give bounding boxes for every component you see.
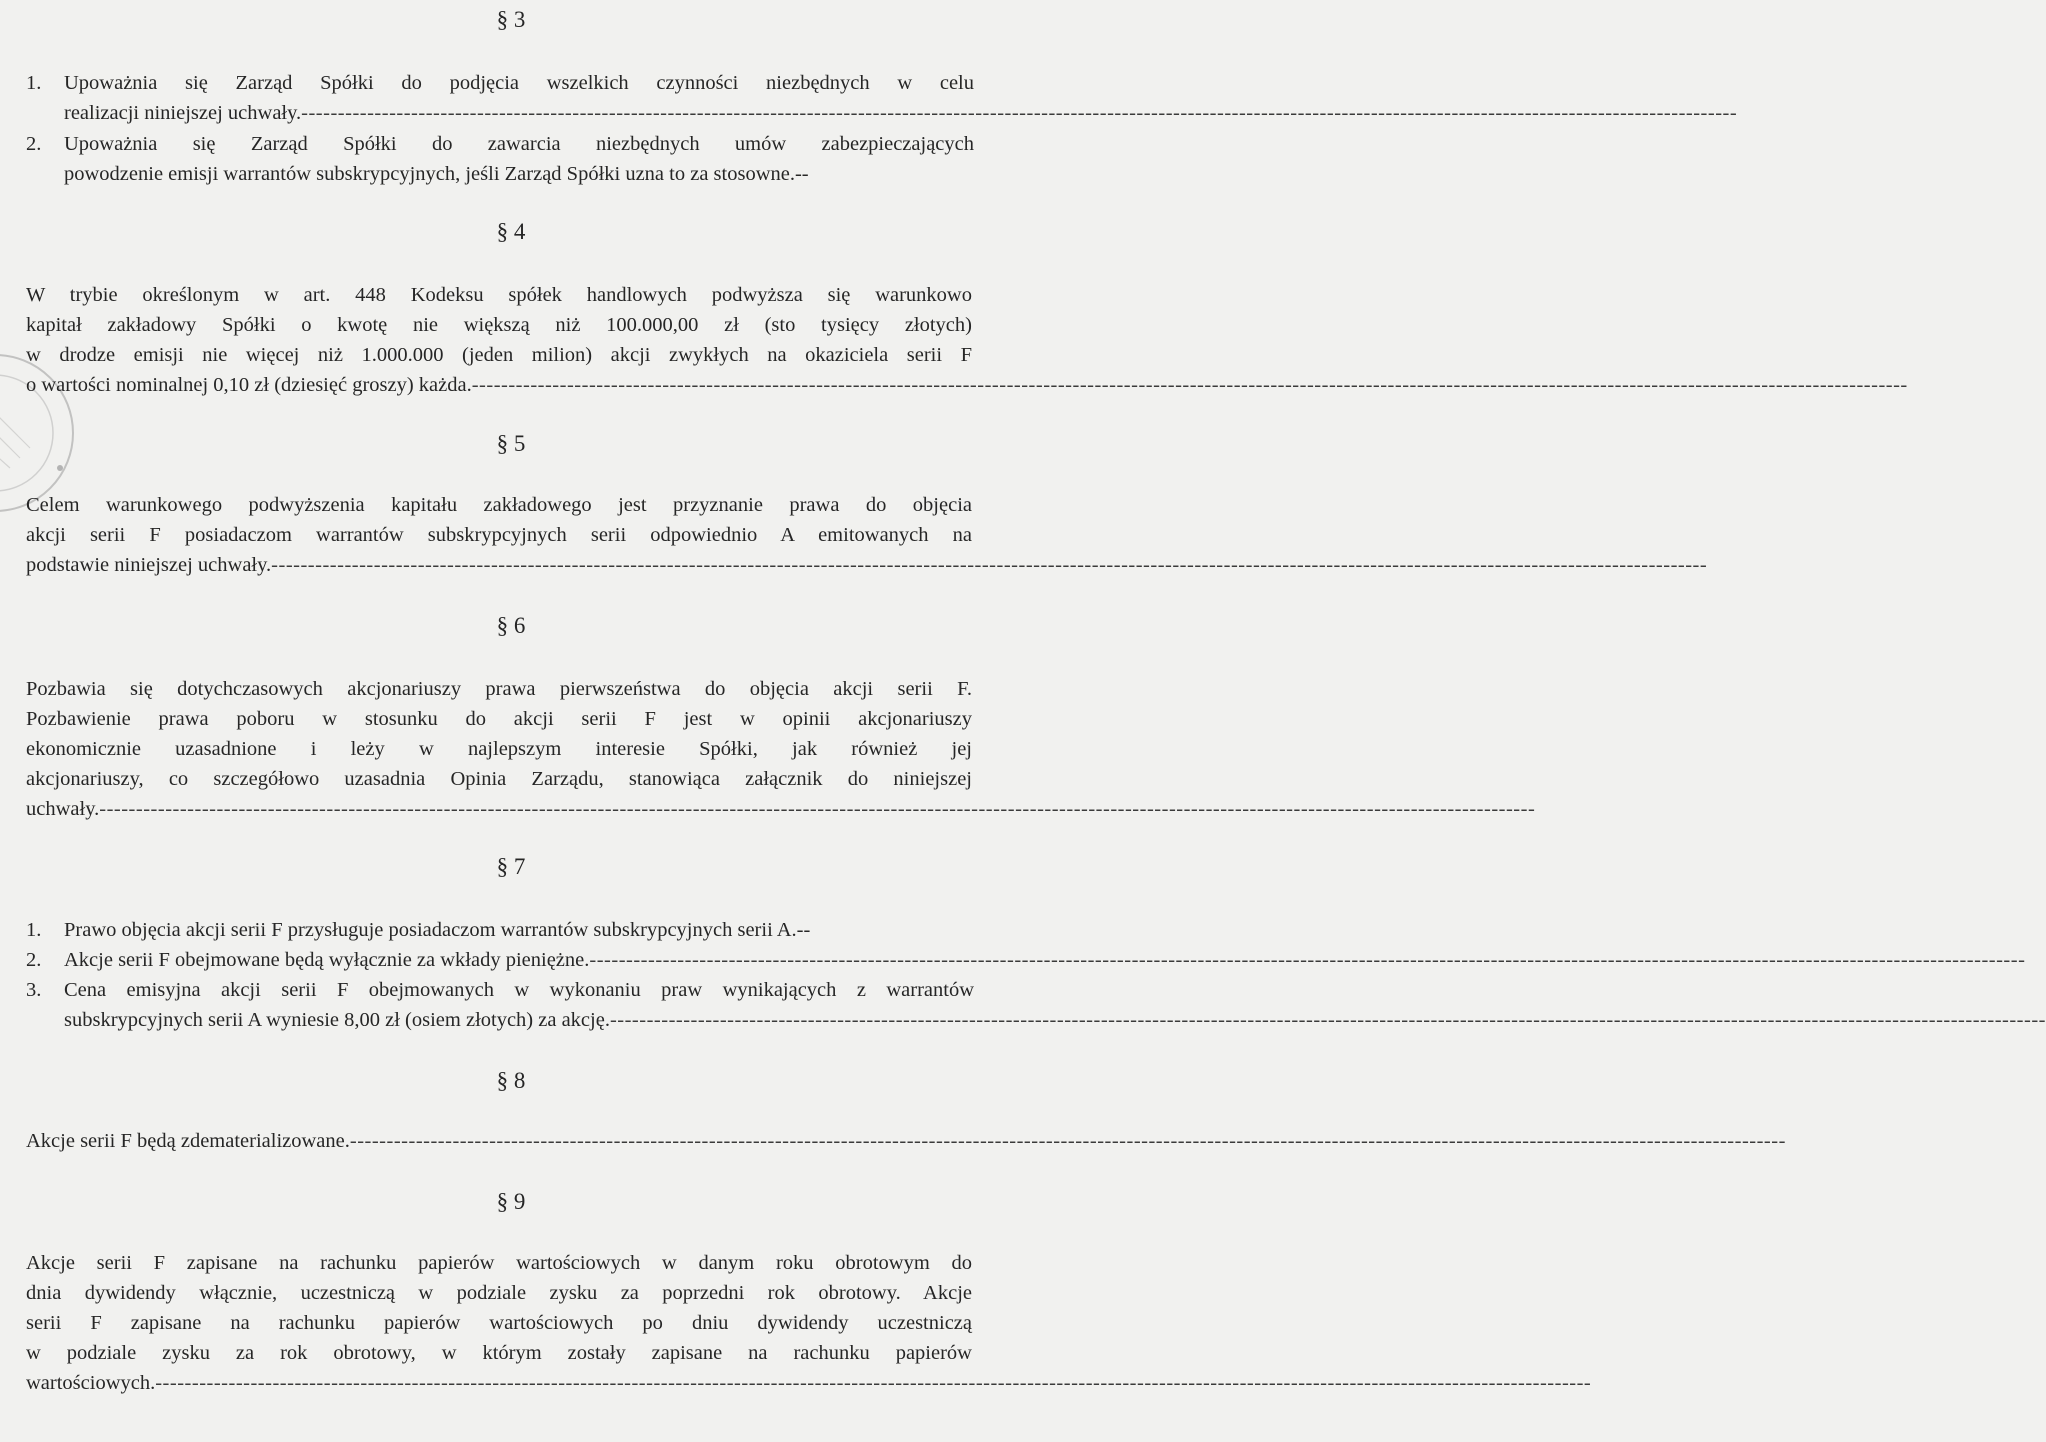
- paragraph-line: Akcje serii F zapisane na rachunku papierów wartościowych w danym roku obrotowym do: [26, 1252, 972, 1274]
- section-5-paragraph: [26, 490, 1708, 580]
- section-6-paragraph: [26, 674, 1536, 824]
- item-text-line: Akcje serii F obejmowane będą wyłącznie za wkłady pieniężne.: [64, 949, 590, 971]
- paragraph-line: Pozbawia się dotychczasowych akcjonariuszy prawa pierwszeństwa do objęcia akcji serii F.: [26, 678, 972, 700]
- section-4-heading: § 4: [496, 219, 526, 244]
- section-7-heading: § 7: [496, 854, 526, 879]
- item-number: 1.: [26, 72, 42, 94]
- paragraph-line: serii F zapisane na rachunku papierów wartościowych po dniu dywidendy uczestniczą: [26, 1312, 972, 1334]
- item-text-line: Cena emisyjna akcji serii F obejmowanych w wykonaniu praw wynikających z warrantów: [64, 979, 974, 1001]
- item-text-line: realizacji niniejszej uchwały.: [64, 102, 302, 124]
- paragraph-line: kapitał zakładowy Spółki o kwotę nie większą niż 100.000,00 zł (sto tysięcy złotych): [26, 314, 972, 336]
- paragraph-line: wartościowych.: [26, 1372, 156, 1394]
- item-text-line: Upoważnia się Zarząd Spółki do podjęcia wszelkich czynności niezbędnych w celu: [64, 72, 974, 94]
- dash-filler: ----------------------------------------------------------------------------------------------------------------------------------------------------------------------------------------------------: [155, 1372, 1592, 1394]
- dash-filler: ----------------------------------------------------------------------------------------------------------------------------------------------------------------------------------------------------: [271, 554, 1708, 576]
- paragraph-line: w drodze emisji nie więcej niż 1.000.000 (jeden milion) akcji zwykłych na okaziciela serii F: [26, 344, 972, 366]
- paragraph-line: o wartości nominalnej 0,10 zł (dziesięć groszy) każda.: [26, 374, 472, 396]
- section-5-heading: § 5: [496, 431, 526, 456]
- paragraph-line: W trybie określonym w art. 448 Kodeksu spółek handlowych podwyższa się warunkowo: [26, 284, 972, 306]
- section-8-paragraph: [26, 1126, 1786, 1156]
- section-7-item-1: [26, 915, 974, 945]
- item-text-line: Upoważnia się Zarząd Spółki do zawarcia niezbędnych umów zabezpieczających: [64, 133, 974, 155]
- section-9-paragraph: [26, 1248, 1592, 1398]
- item-number: 2.: [26, 949, 42, 971]
- section-4-paragraph: [26, 280, 1908, 400]
- paragraph-line: akcjonariuszy, co szczegółowo uzasadnia Opinia Zarządu, stanowiąca załącznik do niniejszej: [26, 768, 972, 790]
- item-text-line: Prawo objęcia akcji serii F przysługuje posiadaczom warrantów subskrypcyjnych serii A.--: [64, 919, 811, 941]
- dash-filler: ----------------------------------------------------------------------------------------------------------------------------------------------------------------------------------------------------: [609, 1009, 2046, 1031]
- section-7-item-2: [26, 945, 2026, 975]
- dash-filler: ----------------------------------------------------------------------------------------------------------------------------------------------------------------------------------------------------: [349, 1130, 1786, 1152]
- item-text-line: subskrypcyjnych serii A wyniesie 8,00 zł (osiem złotych) za akcję.: [64, 1009, 610, 1031]
- paragraph-line: Akcje serii F będą zdematerializowane.: [26, 1130, 350, 1152]
- dash-filler: ----------------------------------------------------------------------------------------------------------------------------------------------------------------------------------------------------: [99, 798, 1536, 820]
- paragraph-line: dnia dywidendy włącznie, uczestniczą w podziale zysku za poprzedni rok obrotowy. Akcje: [26, 1282, 972, 1304]
- item-number: 3.: [26, 979, 42, 1001]
- section-6-heading: § 6: [496, 613, 526, 638]
- section-7-item-3: [26, 975, 2046, 1035]
- paragraph-line: Pozbawienie prawa poboru w stosunku do akcji serii F jest w opinii akcjonariuszy: [26, 708, 972, 730]
- section-9-heading: § 9: [496, 1189, 526, 1214]
- paragraph-line: podstawie niniejszej uchwały.: [26, 554, 272, 576]
- section-3-item-2: [26, 129, 974, 189]
- paragraph-line: akcji serii F posiadaczom warrantów subskrypcyjnych serii odpowiednio A emitowanych na: [26, 524, 972, 546]
- paragraph-line: ekonomicznie uzasadnione i leży w najlepszym interesie Spółki, jak również jej: [26, 738, 972, 760]
- paragraph-line: w podziale zysku za rok obrotowy, w którym zostały zapisane na rachunku papierów: [26, 1342, 972, 1364]
- dash-filler: ----------------------------------------------------------------------------------------------------------------------------------------------------------------------------------------------------: [301, 102, 1738, 124]
- section-8-heading: § 8: [496, 1068, 526, 1093]
- paragraph-line: Celem warunkowego podwyższenia kapitału zakładowego jest przyznanie prawa do objęcia: [26, 494, 972, 516]
- dash-filler: ----------------------------------------------------------------------------------------------------------------------------------------------------------------------------------------------------: [589, 949, 2026, 971]
- item-number: 2.: [26, 133, 42, 155]
- item-number: 1.: [26, 919, 42, 941]
- dash-filler: ----------------------------------------------------------------------------------------------------------------------------------------------------------------------------------------------------: [471, 374, 1908, 396]
- item-text-line: powodzenie emisji warrantów subskrypcyjnych, jeśli Zarząd Spółki uzna to za stosowne.--: [64, 163, 809, 185]
- section-3-item-1: [26, 68, 1738, 128]
- paragraph-line: uchwały.: [26, 798, 100, 820]
- section-3-heading: § 3: [496, 7, 526, 32]
